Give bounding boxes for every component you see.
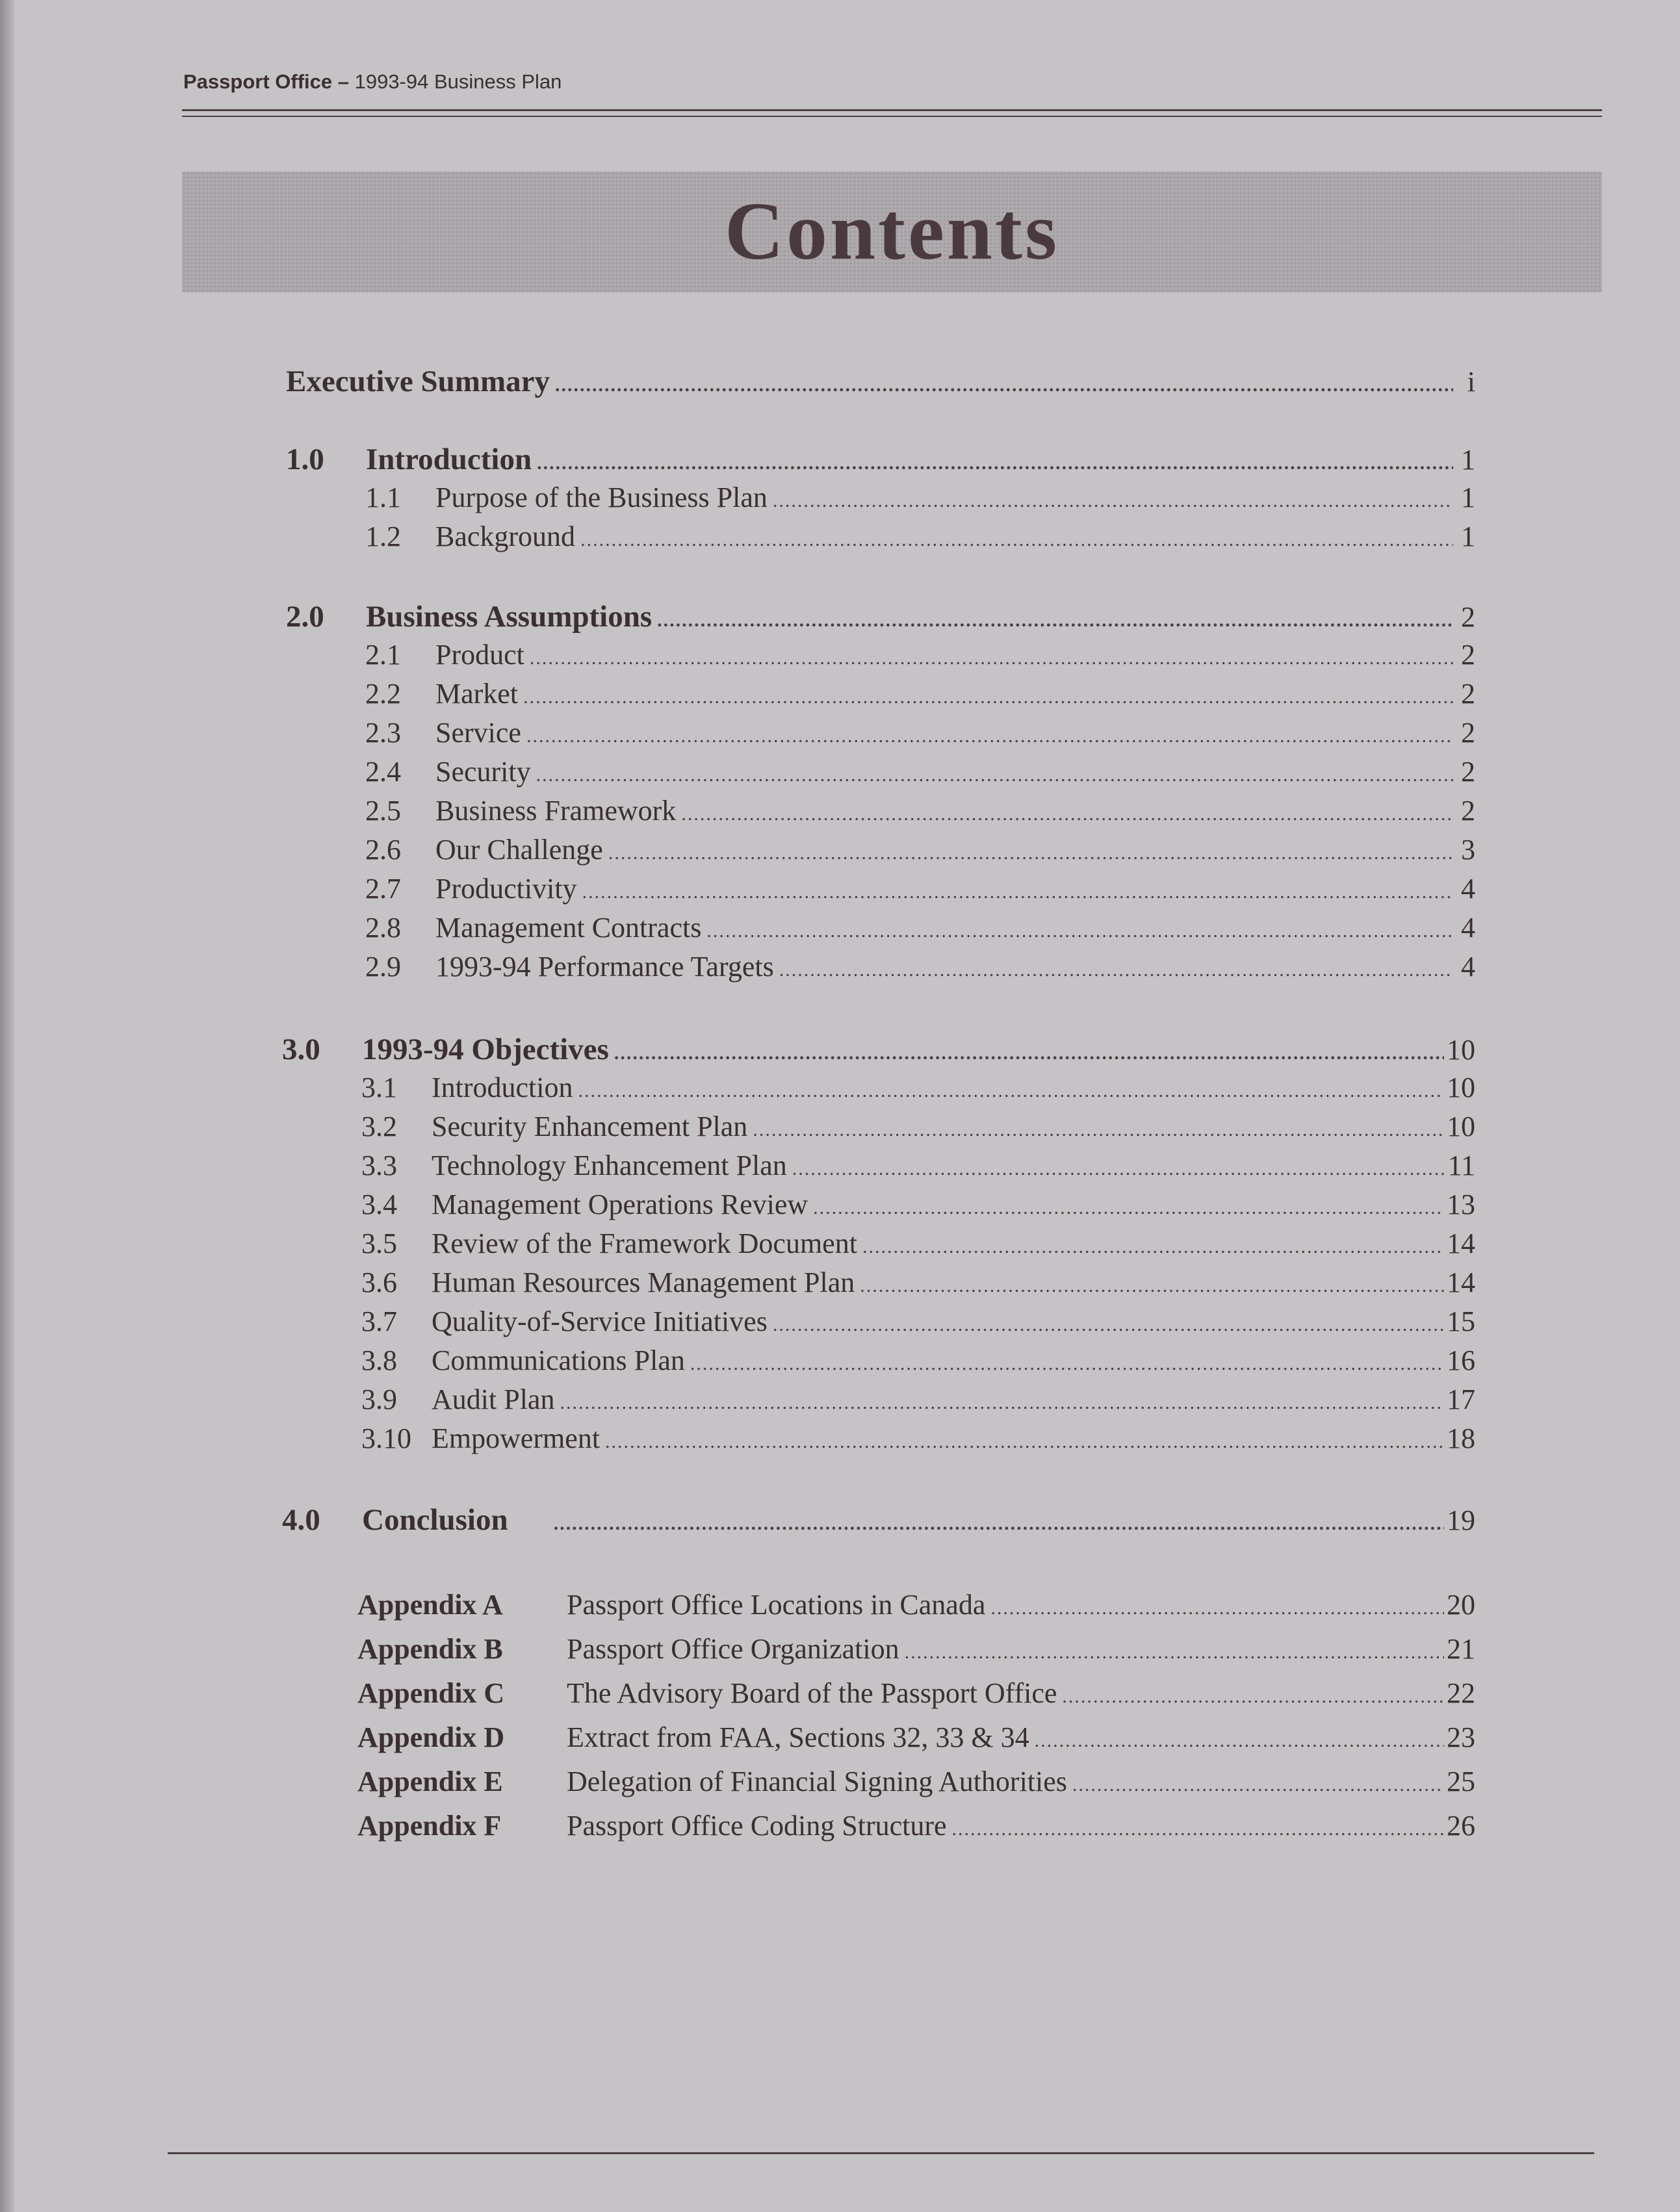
toc-appendix-entry — [357, 1632, 1475, 1671]
header-org: Passport Office – — [183, 70, 349, 93]
toc-entry — [365, 716, 1475, 755]
toc-appendix-entry — [357, 1765, 1475, 1804]
section-number: 3.6 — [361, 1267, 397, 1298]
dot-leader — [773, 490, 1453, 512]
toc-entry — [365, 481, 1475, 520]
running-header — [183, 70, 562, 94]
page-number: 13 — [1447, 1189, 1475, 1220]
page-number: 10 — [1447, 1111, 1475, 1142]
dot-leader — [1062, 1686, 1444, 1708]
section-number: 2.5 — [365, 795, 401, 827]
page-number: 18 — [1447, 1422, 1475, 1454]
section-number: 3.10 — [361, 1422, 411, 1454]
dot-leader — [1072, 1774, 1444, 1796]
page-title: Contents — [724, 186, 1060, 277]
dot-leader — [860, 1275, 1444, 1297]
toc-entry — [286, 442, 1475, 481]
page-number: 22 — [1447, 1677, 1475, 1709]
section-number: 1.1 — [365, 482, 401, 513]
appendix-label: Appendix B — [357, 1633, 503, 1665]
page-number: 11 — [1447, 1150, 1475, 1181]
header-rule-secondary — [182, 116, 1602, 117]
dot-leader — [537, 452, 1453, 474]
dot-leader — [706, 920, 1453, 942]
toc-appendix-entry — [357, 1588, 1475, 1627]
dot-leader — [773, 1314, 1444, 1336]
page-number: 25 — [1447, 1766, 1475, 1797]
toc-entry — [365, 638, 1475, 677]
page-number: 1 — [1461, 482, 1475, 513]
section-number: 2.4 — [365, 756, 401, 788]
entry-title: Productivity — [435, 873, 577, 905]
dot-leader — [582, 881, 1453, 903]
dot-leader — [614, 1042, 1444, 1064]
page-number: 23 — [1447, 1721, 1475, 1753]
dot-leader — [905, 1641, 1444, 1664]
entry-title: Conclusion — [362, 1503, 508, 1537]
entry-title: Review of the Framework Document — [432, 1228, 857, 1259]
page-number: 1 — [1461, 521, 1475, 552]
dot-leader — [690, 1353, 1444, 1375]
toc-entry — [282, 1502, 1475, 1541]
dot-leader — [990, 1597, 1444, 1619]
page-number: 10 — [1447, 1034, 1475, 1066]
section-number: 1.2 — [365, 521, 401, 552]
entry-title: Introduction — [366, 443, 532, 476]
page-number: 4 — [1461, 873, 1475, 905]
entry-title: Business Assumptions — [366, 600, 653, 634]
entry-title: Market — [435, 678, 519, 710]
dot-leader — [657, 610, 1453, 632]
page-number: 2 — [1461, 639, 1475, 671]
toc-entry — [361, 1227, 1475, 1266]
section-number: 1.0 — [286, 443, 324, 476]
entry-title: Passport Office Locations in Canada — [567, 1589, 986, 1621]
section-number: 3.7 — [361, 1305, 397, 1337]
section-number: 2.3 — [365, 717, 401, 749]
page-number: 4 — [1461, 951, 1475, 983]
page-number: 21 — [1447, 1633, 1475, 1665]
dot-leader — [536, 764, 1453, 786]
dot-leader — [862, 1236, 1444, 1258]
section-number: 3.3 — [361, 1150, 397, 1181]
entry-title: Human Resources Management Plan — [432, 1267, 855, 1298]
page-number: 19 — [1447, 1504, 1475, 1536]
dot-leader — [1035, 1730, 1444, 1752]
entry-title: Business Framework — [435, 795, 677, 827]
entry-title: Audit Plan — [432, 1383, 555, 1415]
toc-entry — [361, 1383, 1475, 1422]
section-number: 2.0 — [286, 600, 324, 634]
entry-title: Security Enhancement Plan — [432, 1111, 748, 1142]
toc-appendix-entry — [357, 1809, 1475, 1848]
page-number: 16 — [1447, 1344, 1475, 1376]
section-number: 2.1 — [365, 639, 401, 671]
page-number: 14 — [1447, 1267, 1475, 1298]
page-number: 20 — [1447, 1589, 1475, 1621]
entry-title: Management Operations Review — [432, 1189, 808, 1220]
dot-leader — [530, 647, 1453, 669]
dot-leader — [792, 1158, 1445, 1180]
toc-entry — [361, 1344, 1475, 1383]
section-number: 2.9 — [365, 951, 401, 983]
entry-title: Executive Summary — [286, 365, 550, 398]
page-edge-shadow — [0, 0, 14, 2212]
dot-leader — [560, 1392, 1444, 1414]
appendix-label: Appendix D — [357, 1721, 505, 1753]
entry-title: Background — [435, 521, 576, 552]
appendix-label: Appendix E — [357, 1766, 503, 1797]
footer-rule — [168, 2152, 1594, 2154]
header-rule — [182, 109, 1602, 111]
entry-title: 1993-94 Performance Targets — [435, 951, 774, 983]
dot-leader — [526, 725, 1453, 747]
dot-leader — [779, 959, 1453, 981]
dot-leader — [753, 1119, 1444, 1141]
toc-entry — [365, 833, 1475, 872]
section-number: 2.6 — [365, 834, 401, 866]
toc-entry — [286, 599, 1475, 638]
entry-title: Passport Office Organization — [567, 1633, 899, 1665]
toc-entry — [361, 1266, 1475, 1305]
dot-leader — [555, 374, 1453, 396]
page-number: 2 — [1461, 678, 1475, 710]
toc-entry — [365, 872, 1475, 911]
page-number: 2 — [1461, 601, 1475, 633]
entry-title: Empowerment — [432, 1422, 601, 1454]
page-number: i — [1467, 366, 1475, 398]
section-number: 3.5 — [361, 1228, 397, 1259]
dot-leader — [813, 1197, 1444, 1219]
section-number: 3.1 — [361, 1072, 397, 1103]
dot-leader — [523, 686, 1453, 708]
dot-leader — [578, 1080, 1444, 1102]
page-number: 10 — [1447, 1072, 1475, 1103]
section-number: 2.8 — [365, 912, 401, 944]
toc-entry — [282, 1032, 1475, 1071]
toc-entry — [361, 1110, 1475, 1149]
entry-title: Communications Plan — [432, 1344, 685, 1376]
dot-leader — [554, 1513, 1444, 1535]
dot-leader — [952, 1818, 1444, 1840]
page-number: 2 — [1461, 795, 1475, 827]
appendix-label: Appendix F — [357, 1810, 502, 1842]
dot-leader — [608, 842, 1453, 864]
entry-title: 1993-94 Objectives — [362, 1033, 609, 1066]
section-number: 2.7 — [365, 873, 401, 905]
page-number: 2 — [1461, 717, 1475, 749]
entry-title: Extract from FAA, Sections 32, 33 & 34 — [567, 1721, 1029, 1753]
page-number: 26 — [1447, 1810, 1475, 1842]
page-number: 2 — [1461, 756, 1475, 788]
toc-entry — [361, 1071, 1475, 1110]
section-number: 3.9 — [361, 1383, 397, 1415]
toc-entry — [365, 755, 1475, 794]
toc-entry — [361, 1188, 1475, 1227]
entry-title: Product — [435, 639, 524, 671]
toc-entry — [365, 520, 1475, 559]
section-number: 3.4 — [361, 1189, 397, 1220]
entry-title: Delegation of Financial Signing Authorities — [567, 1766, 1067, 1797]
toc-appendix-entry — [357, 1677, 1475, 1716]
page-number: 15 — [1447, 1305, 1475, 1337]
section-number: 2.2 — [365, 678, 401, 710]
toc-entry — [361, 1149, 1475, 1188]
toc-entry — [365, 794, 1475, 833]
section-number: 3.2 — [361, 1111, 397, 1142]
section-number: 4.0 — [282, 1503, 320, 1537]
entry-title: Quality-of-Service Initiatives — [432, 1305, 768, 1337]
entry-title: Introduction — [432, 1072, 573, 1103]
page-number: 14 — [1447, 1228, 1475, 1259]
section-number: 3.0 — [282, 1033, 320, 1066]
toc-entry — [365, 950, 1475, 989]
entry-title: Technology Enhancement Plan — [432, 1150, 787, 1181]
header-doc: 1993-94 Business Plan — [348, 70, 562, 93]
toc-entry — [286, 364, 1475, 403]
appendix-label: Appendix A — [357, 1589, 503, 1621]
dot-leader — [580, 529, 1453, 551]
entry-title: Purpose of the Business Plan — [435, 482, 768, 513]
dot-leader — [605, 1431, 1444, 1453]
entry-title: Service — [435, 717, 521, 749]
page-number: 1 — [1461, 444, 1475, 476]
entry-title: Management Contracts — [435, 912, 702, 944]
toc-entry — [361, 1422, 1475, 1461]
entry-title: The Advisory Board of the Passport Office — [567, 1677, 1057, 1709]
toc-appendix-entry — [357, 1721, 1475, 1760]
appendix-label: Appendix C — [357, 1677, 505, 1709]
section-number: 3.8 — [361, 1344, 397, 1376]
page-number: 3 — [1461, 834, 1475, 866]
entry-title: Security — [435, 756, 531, 788]
toc-entry — [361, 1305, 1475, 1344]
toc-entry — [365, 677, 1475, 716]
entry-title: Passport Office Coding Structure — [567, 1810, 947, 1842]
page-number: 4 — [1461, 912, 1475, 944]
dot-leader — [681, 803, 1453, 825]
page-number: 17 — [1447, 1383, 1475, 1415]
entry-title: Our Challenge — [435, 834, 603, 866]
toc-entry — [365, 911, 1475, 950]
